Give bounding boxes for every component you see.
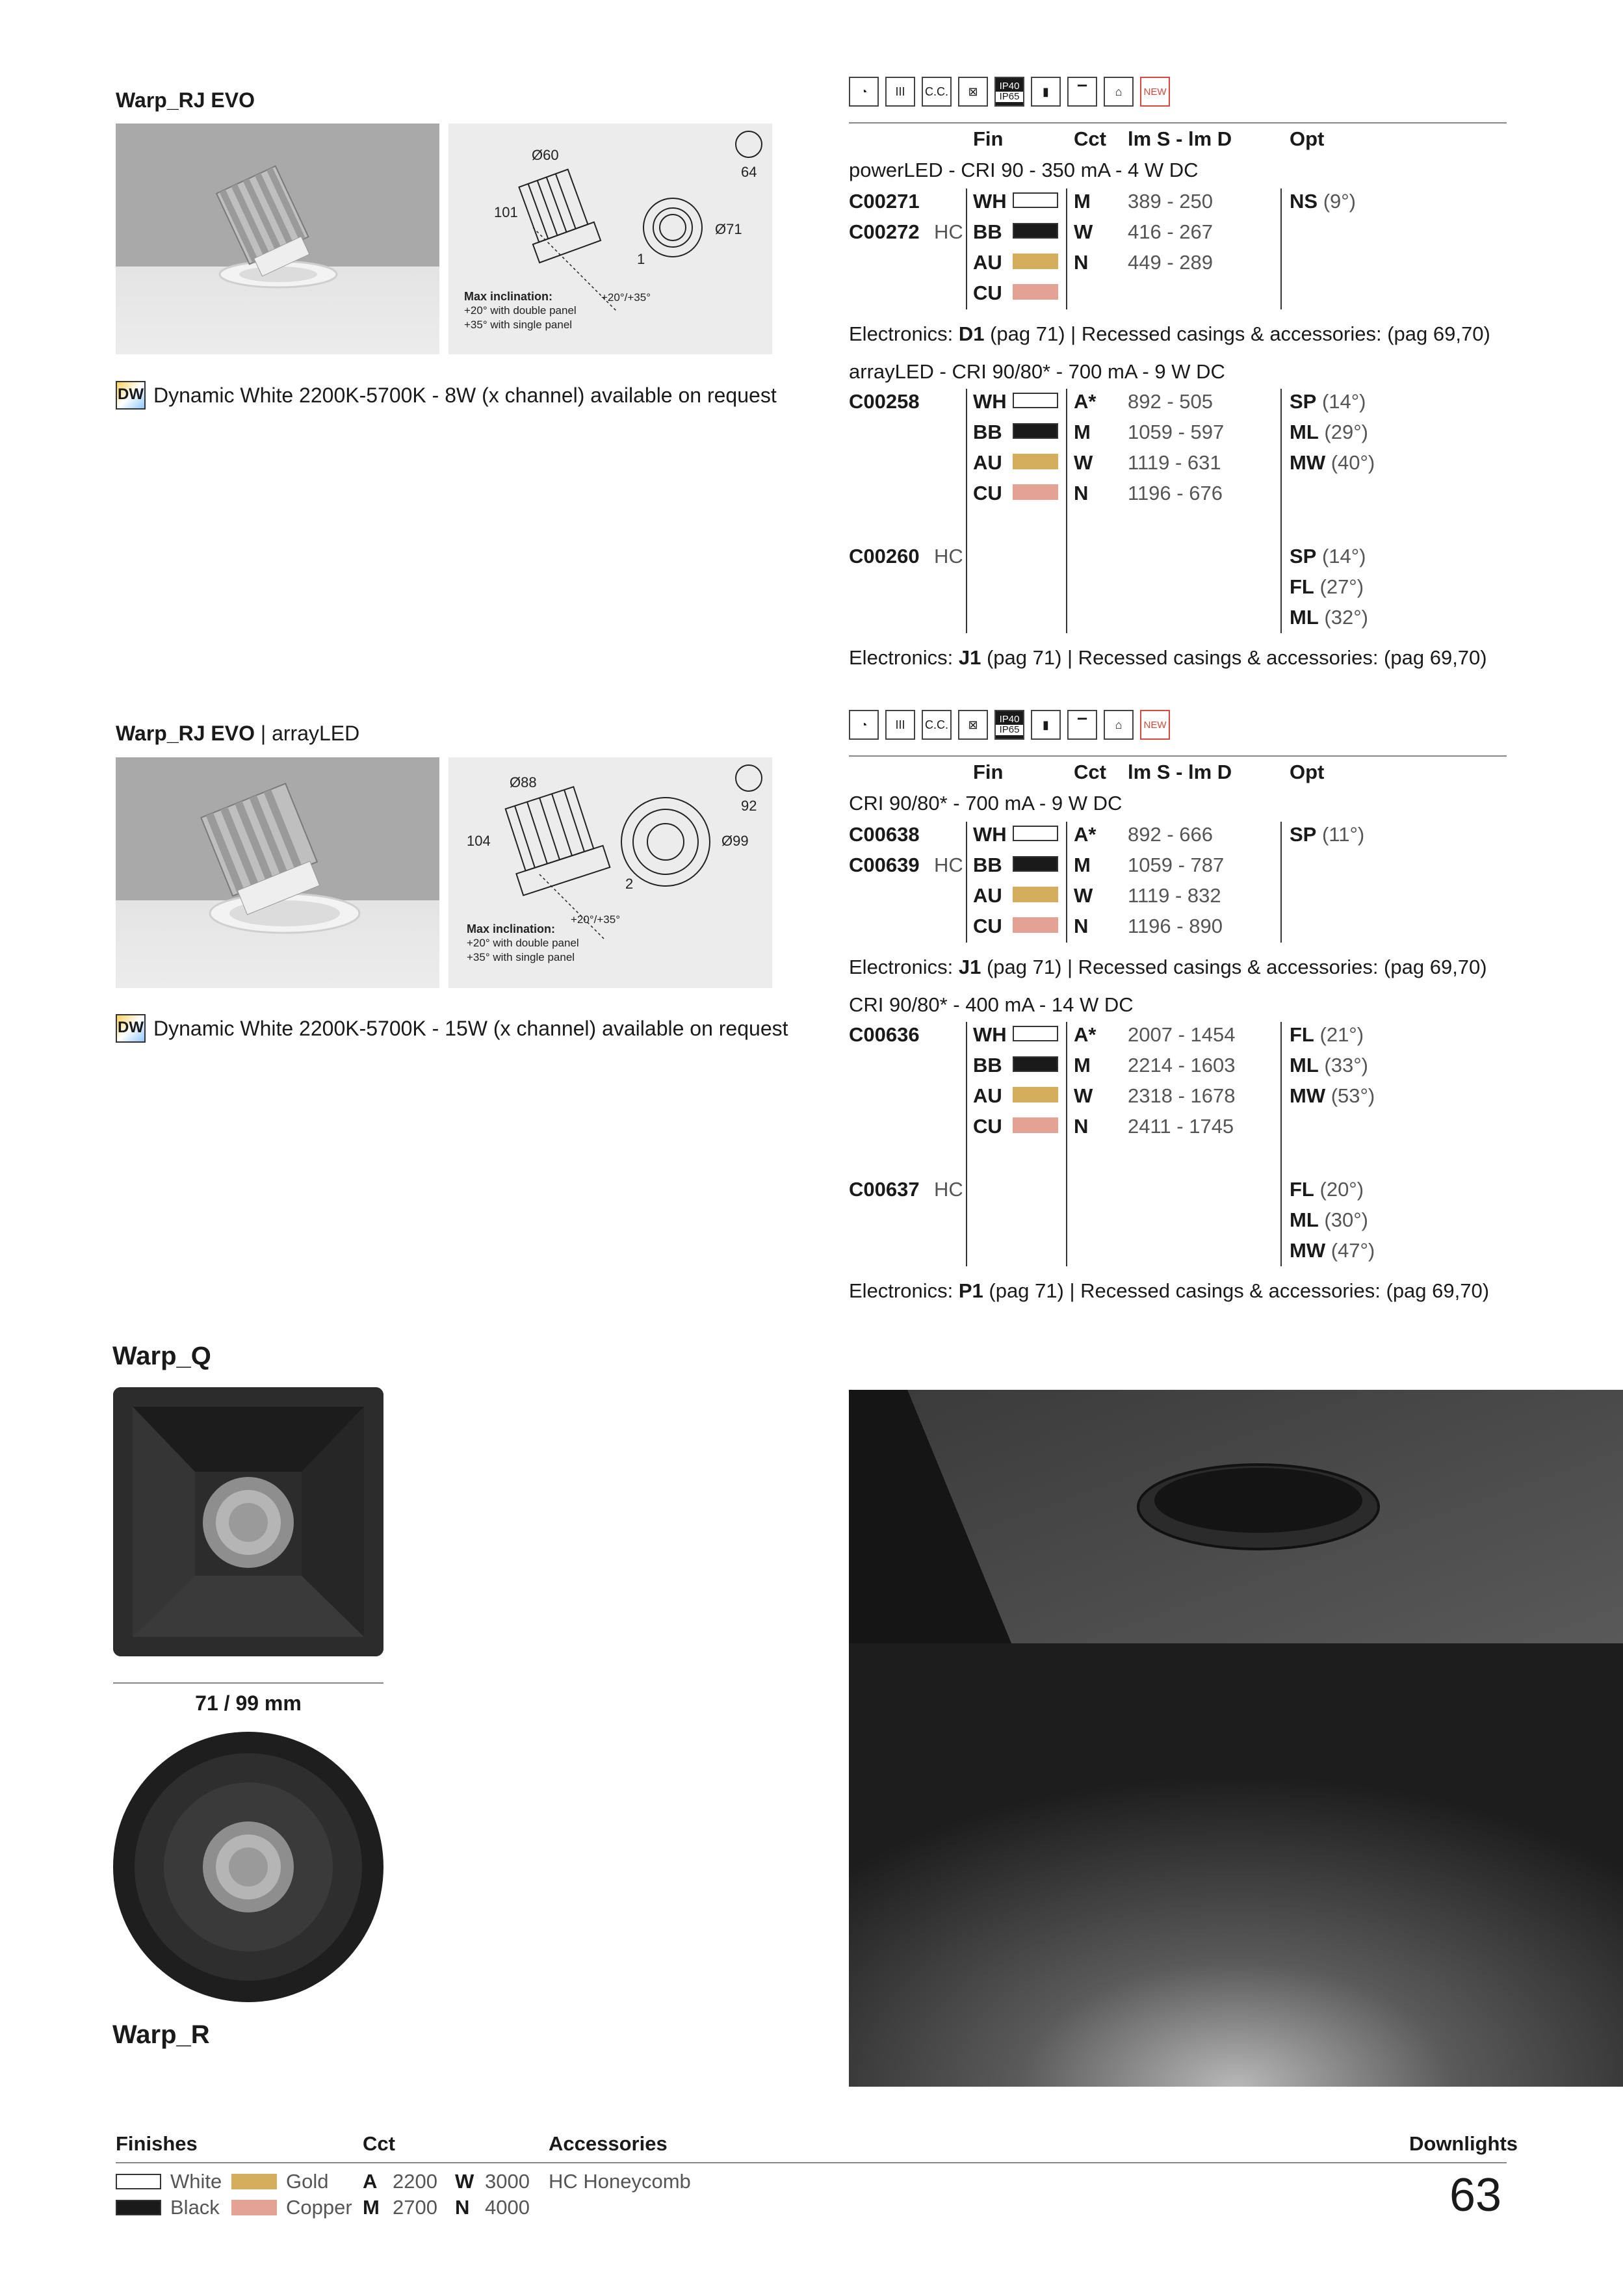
product-code: C00638 — [849, 823, 920, 846]
dynamic-white-text: Dynamic White 2200K-5700K - 15W (x channel) available on request — [153, 1016, 788, 1040]
optic-option: FL (21°) — [1290, 1023, 1364, 1046]
lumen-value: 1196 - 890 — [1128, 915, 1223, 937]
finish-swatch-copper — [1013, 484, 1058, 500]
finish-wh: WH — [973, 1023, 1007, 1046]
table1-electronics-note: Electronics: D1 (pag 71) | Recessed casings & accessories: (pag 69,70) — [849, 322, 1490, 345]
product-title-warp-rj-evo-arrayled: Warp_RJ EVO | arrayLED — [116, 722, 360, 745]
product-photo-warp-rj-evo-arrayled — [116, 757, 439, 988]
fixture-photo-graphic — [116, 124, 439, 354]
cct-code: W — [1074, 884, 1093, 907]
optic-option: ML (29°) — [1290, 421, 1368, 443]
finish-wh: WH — [973, 823, 1007, 846]
product-code: C00258 — [849, 390, 920, 413]
cct-code: W — [1074, 1084, 1093, 1107]
finish-au: AU — [973, 251, 1002, 274]
class-iii-icon: III — [885, 710, 915, 740]
finish-swatch-gold — [1013, 887, 1058, 902]
finish-swatch-copper — [1013, 284, 1058, 300]
table1-col-divider — [966, 389, 967, 633]
finish-swatch-black — [1013, 856, 1058, 872]
callout-number: 2 — [625, 876, 634, 892]
light-beam-icon: ▮ — [1031, 710, 1061, 740]
round-downlight-graphic — [113, 1732, 383, 2002]
finish-swatch-gold — [1013, 1087, 1058, 1102]
table2-header-opt: Opt — [1290, 761, 1325, 783]
finish-cu: CU — [973, 281, 1002, 304]
legend-cct-code: W — [455, 2170, 474, 2193]
legend-copper: Copper — [286, 2196, 352, 2219]
lumen-value: 892 - 505 — [1128, 390, 1213, 413]
certification-icons — [849, 710, 1170, 740]
legend-cct-value: 4000 — [485, 2196, 530, 2219]
ceiling-spot-icon: ⌂ — [1104, 710, 1134, 740]
cct-code: M — [1074, 1054, 1091, 1076]
table2-header-rule — [849, 755, 1507, 757]
lumen-value: 1059 - 597 — [1128, 421, 1225, 443]
finish-swatch-white — [1013, 192, 1058, 208]
finish-cu: CU — [973, 482, 1002, 504]
finish-cu: CU — [973, 915, 1002, 937]
lumen-value: 389 - 250 — [1128, 190, 1213, 213]
cct-code: W — [1074, 220, 1093, 243]
lumen-value: 1119 - 631 — [1128, 451, 1221, 474]
finish-swatch-gold — [1013, 454, 1058, 469]
certification-icons — [849, 77, 1170, 107]
finish-wh: WH — [973, 190, 1007, 213]
table1-header-rule — [849, 122, 1507, 124]
table1-col-divider — [1280, 189, 1282, 309]
legend-cct-value: 2700 — [393, 2196, 437, 2219]
legend-swatch-gold — [231, 2174, 277, 2189]
table2-col-divider — [1280, 1022, 1282, 1266]
finish-swatch-gold — [1013, 254, 1058, 269]
no-insulation-icon: ⊠ — [958, 710, 988, 740]
product-photo-warp-rj-evo — [116, 124, 439, 354]
table2-group1-title: CRI 90/80* - 700 mA - 9 W DC — [849, 792, 1123, 815]
legend-cct-code: N — [455, 2196, 470, 2219]
finish-bb: BB — [973, 854, 1002, 876]
legend-cct-code: A — [363, 2170, 378, 2193]
optic-option: SP (14°) — [1290, 545, 1366, 567]
honeycomb-code: HC — [934, 220, 963, 243]
warp-size-label: 71 / 99 mm — [195, 1691, 302, 1715]
finish-wh: WH — [973, 390, 1007, 413]
finish-swatch-white — [1013, 393, 1058, 408]
finish-au: AU — [973, 451, 1002, 474]
recessed-icon: ▔ — [1067, 710, 1097, 740]
class-iii-icon: III — [885, 77, 915, 107]
ip-rating-icon: IP40 IP65 — [994, 710, 1024, 740]
cct-code: A* — [1074, 823, 1097, 846]
warp-q-rule — [113, 1682, 383, 1684]
dw-badge-icon: DW — [116, 1014, 146, 1043]
table1-col-divider — [1066, 189, 1067, 309]
constant-current-icon: C.C. — [922, 710, 952, 740]
cct-code: N — [1074, 251, 1089, 274]
legend-swatch-white — [116, 2174, 161, 2189]
legend-swatch-black — [116, 2200, 161, 2215]
ip-rating-icon: IP40 IP65 — [994, 77, 1024, 107]
max-inclination-line1: +20° with double panel — [467, 937, 579, 949]
technical-drawing-warp-rj-evo-arrayled — [448, 757, 772, 988]
max-inclination-line2: +35° with single panel — [467, 951, 575, 963]
finish-swatch-white — [1013, 826, 1058, 841]
product-code: C00272 — [849, 220, 920, 243]
table1-group2-title: arrayLED - CRI 90/80* - 700 mA - 9 W DC — [849, 360, 1225, 383]
square-downlight-graphic — [113, 1387, 383, 1656]
finish-bb: BB — [973, 1054, 1002, 1076]
dimmable-icon: ◔ — [849, 77, 879, 107]
table1-col-divider — [966, 189, 967, 309]
optic-option: MW (53°) — [1290, 1084, 1375, 1107]
no-insulation-icon: ⊠ — [958, 77, 988, 107]
table2-header-fin: Fin — [973, 761, 1004, 783]
lumen-value: 1059 - 787 — [1128, 854, 1225, 876]
lumen-value: 449 - 289 — [1128, 251, 1213, 274]
dim-side: 92 — [741, 798, 757, 814]
dim-diameter-top: Ø60 — [532, 147, 559, 163]
table2-electronics-note-2: Electronics: P1 (pag 71) | Recessed casings & accessories: (pag 69,70) — [849, 1279, 1490, 1302]
legend-white: White — [170, 2170, 222, 2193]
inclination-angle: +20°/+35° — [571, 913, 620, 926]
dim-diameter-front: Ø99 — [721, 833, 749, 849]
product-title-warp-r: Warp_R — [112, 2020, 210, 2049]
warp-q-product-image — [113, 1387, 383, 1656]
table1-header-cct: Cct — [1074, 127, 1106, 150]
cct-code: W — [1074, 451, 1093, 474]
optic-option: FL (20°) — [1290, 1178, 1364, 1201]
table2-electronics-note: Electronics: J1 (pag 71) | Recessed casings & accessories: (pag 69,70) — [849, 956, 1487, 978]
dim-diameter-top: Ø88 — [510, 774, 537, 790]
optic-option: ML (33°) — [1290, 1054, 1368, 1076]
new-badge-icon: NEW — [1140, 77, 1170, 107]
finish-au: AU — [973, 884, 1002, 907]
product-code: C00639 — [849, 854, 920, 876]
product-code: C00271 — [849, 190, 920, 213]
finish-swatch-copper — [1013, 1117, 1058, 1133]
table2-col-divider — [1066, 1022, 1067, 1266]
lumen-value: 1119 - 832 — [1128, 884, 1221, 907]
optic-option: ML (30°) — [1290, 1208, 1368, 1231]
dimmable-icon: ◔ — [849, 710, 879, 740]
dim-diameter-front: Ø71 — [715, 221, 742, 237]
legend-black: Black — [170, 2196, 220, 2219]
light-beam-icon: ▮ — [1031, 77, 1061, 107]
cct-code: N — [1074, 1115, 1089, 1138]
constant-current-icon: C.C. — [922, 77, 952, 107]
table1-header-opt: Opt — [1290, 127, 1325, 150]
callout-number: 1 — [637, 251, 645, 267]
technical-drawing-warp-rj-evo — [448, 124, 772, 354]
finish-swatch-black — [1013, 1056, 1058, 1072]
legend-swatch-copper — [231, 2200, 277, 2215]
optic-option: SP (11°) — [1290, 823, 1365, 846]
table2-header-cct: Cct — [1074, 761, 1106, 783]
max-inclination-title: Max inclination: — [464, 290, 553, 303]
finish-swatch-black — [1013, 223, 1058, 239]
optic-option: ML (32°) — [1290, 606, 1368, 629]
table2-group2-title: CRI 90/80* - 400 mA - 14 W DC — [849, 993, 1134, 1016]
table2-col-divider — [1280, 822, 1282, 943]
dynamic-white-note — [116, 381, 777, 410]
table2-col-divider — [966, 822, 967, 943]
cct-code: M — [1074, 421, 1091, 443]
legend-accessory: HC Honeycomb — [549, 2170, 691, 2193]
lumen-value: 416 - 267 — [1128, 220, 1213, 243]
recessed-icon: ▔ — [1067, 77, 1097, 107]
max-inclination-line2: +35° with single panel — [464, 319, 573, 331]
optic-option: FL (27°) — [1290, 575, 1364, 598]
honeycomb-code: HC — [934, 1178, 963, 1201]
legend-cct-value: 2200 — [393, 2170, 437, 2193]
cct-code: M — [1074, 854, 1091, 876]
lumen-value: 2214 - 1603 — [1128, 1054, 1236, 1076]
inclination-angle: +20°/+35° — [601, 291, 651, 304]
optic-option: MW (40°) — [1290, 451, 1375, 474]
table1-header-lm: lm S - lm D — [1128, 127, 1232, 150]
ceiling-wash-graphic — [849, 1390, 1623, 2087]
dim-side: 64 — [741, 164, 757, 180]
ceiling-spot-icon: ⌂ — [1104, 77, 1134, 107]
page-number: 63 — [1449, 2169, 1502, 2221]
dynamic-white-text: Dynamic White 2200K-5700K - 8W (x channel) available on request — [153, 383, 777, 407]
product-code: C00637 — [849, 1178, 920, 1201]
dim-height: 101 — [494, 204, 518, 220]
optic-option: NS (9°) — [1290, 190, 1356, 213]
lumen-value: 1196 - 676 — [1128, 482, 1223, 504]
max-inclination-line1: +20° with double panel — [464, 304, 577, 317]
cct-code: N — [1074, 915, 1089, 937]
finish-bb: BB — [973, 220, 1002, 243]
finish-bb: BB — [973, 421, 1002, 443]
product-title-warp-q: Warp_Q — [112, 1342, 211, 1370]
table1-group1-title: powerLED - CRI 90 - 350 mA - 4 W DC — [849, 159, 1199, 181]
table2-col-divider — [966, 1022, 967, 1266]
finish-cu: CU — [973, 1115, 1002, 1138]
finish-swatch-copper — [1013, 917, 1058, 933]
finish-au: AU — [973, 1084, 1002, 1107]
honeycomb-code: HC — [934, 854, 963, 876]
table1-col-divider — [1280, 389, 1282, 633]
cct-code: M — [1074, 190, 1091, 213]
table1-header-fin: Fin — [973, 127, 1004, 150]
lumen-value: 2318 - 1678 — [1128, 1084, 1236, 1107]
lumen-value: 2007 - 1454 — [1128, 1023, 1236, 1046]
fixture-photo-graphic — [116, 757, 439, 988]
warp-r-product-image — [113, 1732, 383, 2002]
max-inclination-title: Max inclination: — [467, 922, 556, 935]
legend-gold: Gold — [286, 2170, 329, 2193]
footer-finishes-heading: Finishes — [116, 2132, 198, 2155]
footer-rule — [116, 2162, 1507, 2163]
optic-option: SP (14°) — [1290, 390, 1366, 413]
ambient-installation-photo — [849, 1390, 1623, 2087]
product-title-warp-rj-evo: Warp_RJ EVO — [116, 88, 255, 112]
table2-col-divider — [1066, 822, 1067, 943]
product-code: C00260 — [849, 545, 920, 567]
cct-code: N — [1074, 482, 1089, 504]
lumen-value: 892 - 666 — [1128, 823, 1213, 846]
table2-header-lm: lm S - lm D — [1128, 761, 1232, 783]
legend-cct-value: 3000 — [485, 2170, 530, 2193]
footer-section-label: Downlights — [1409, 2132, 1518, 2155]
table1-electronics-note-2: Electronics: J1 (pag 71) | Recessed casings & accessories: (pag 69,70) — [849, 646, 1487, 669]
table1-col-divider — [1066, 389, 1067, 633]
lumen-value: 2411 - 1745 — [1128, 1115, 1234, 1138]
cct-code: A* — [1074, 1023, 1097, 1046]
finish-swatch-white — [1013, 1026, 1058, 1041]
footer-cct-heading: Cct — [363, 2132, 395, 2155]
optic-option: MW (47°) — [1290, 1239, 1375, 1262]
honeycomb-code: HC — [934, 545, 963, 567]
finish-swatch-black — [1013, 423, 1058, 439]
product-code: C00636 — [849, 1023, 920, 1046]
dw-badge-icon: DW — [116, 381, 146, 410]
footer-accessories-heading: Accessories — [549, 2132, 668, 2155]
new-badge-icon: NEW — [1140, 710, 1170, 740]
cct-code: A* — [1074, 390, 1097, 413]
legend-cct-code: M — [363, 2196, 380, 2219]
dim-height: 104 — [467, 833, 491, 849]
dynamic-white-note — [116, 1014, 788, 1043]
